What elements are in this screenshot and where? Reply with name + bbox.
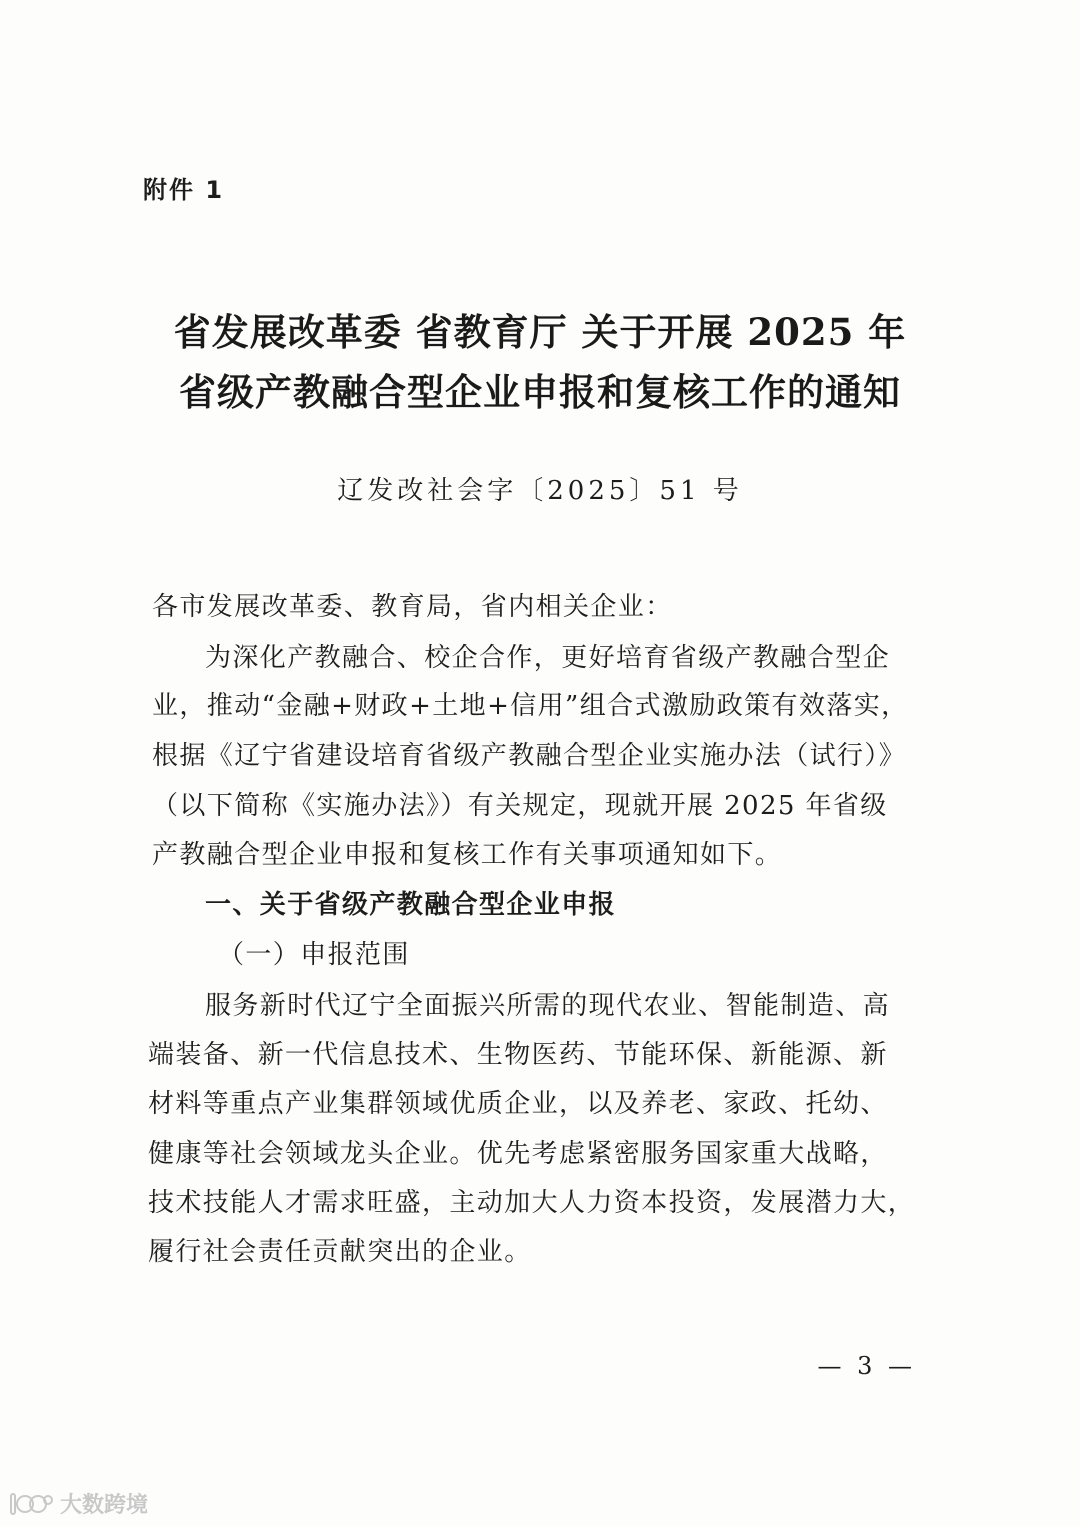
paragraph-1-line-4: （以下简称《实施办法》）有关规定，现就开展 2025 年省级	[152, 791, 888, 821]
salutation: 各市发展改革委、教育局，省内相关企业：	[152, 592, 673, 622]
document-title-line-2: 省级产教融合型企业申报和复核工作的通知	[179, 370, 901, 414]
document-number: 辽发改社会字〔2025〕51 号	[337, 476, 743, 506]
paragraph-1-line-5: 产教融合型企业申报和复核工作有关事项通知如下。	[152, 840, 783, 870]
paragraph-2-line-5: 技术技能人才需求旺盛，主动加大人力资本投资，发展潜力大，	[148, 1188, 916, 1218]
subsection-1-heading: （一）申报范围	[218, 940, 410, 970]
page-number: — 3 —	[817, 1352, 916, 1380]
paragraph-2-line-2: 端装备、新一代信息技术、生物医药、节能环保、新能源、新	[148, 1040, 888, 1070]
paragraph-2-line-1: 服务新时代辽宁全面振兴所需的现代农业、智能制造、高	[205, 991, 891, 1021]
attachment-label: 附件 1	[143, 176, 225, 204]
document-title-line-1: 省发展改革委 省教育厅 关于开展 2025 年	[173, 310, 907, 354]
section-1-heading: 一、关于省级产教融合型企业申报	[205, 890, 617, 920]
paragraph-1-line-2: 业，推动“金融+财政+土地+信用”组合式激励政策有效落实，	[152, 691, 909, 721]
watermark	[10, 1488, 148, 1519]
paragraph-2-line-3: 材料等重点产业集群领域优质企业，以及养老、家政、托幼、	[148, 1089, 888, 1119]
watermark-text: 大数跨境	[60, 1493, 149, 1518]
paragraph-1-line-1: 为深化产教融合、校企合作，更好培育省级产教融合型企	[205, 643, 891, 673]
paragraph-2-line-4: 健康等社会领域龙头企业。优先考虑紧密服务国家重大战略，	[148, 1139, 888, 1169]
paragraph-2-line-6: 履行社会责任贡献突出的企业。	[148, 1237, 532, 1267]
paragraph-1-line-3: 根据《辽宁省建设培育省级产教融合型企业实施办法（试行）》	[152, 741, 907, 771]
watermark-logo-icon	[10, 1491, 54, 1517]
